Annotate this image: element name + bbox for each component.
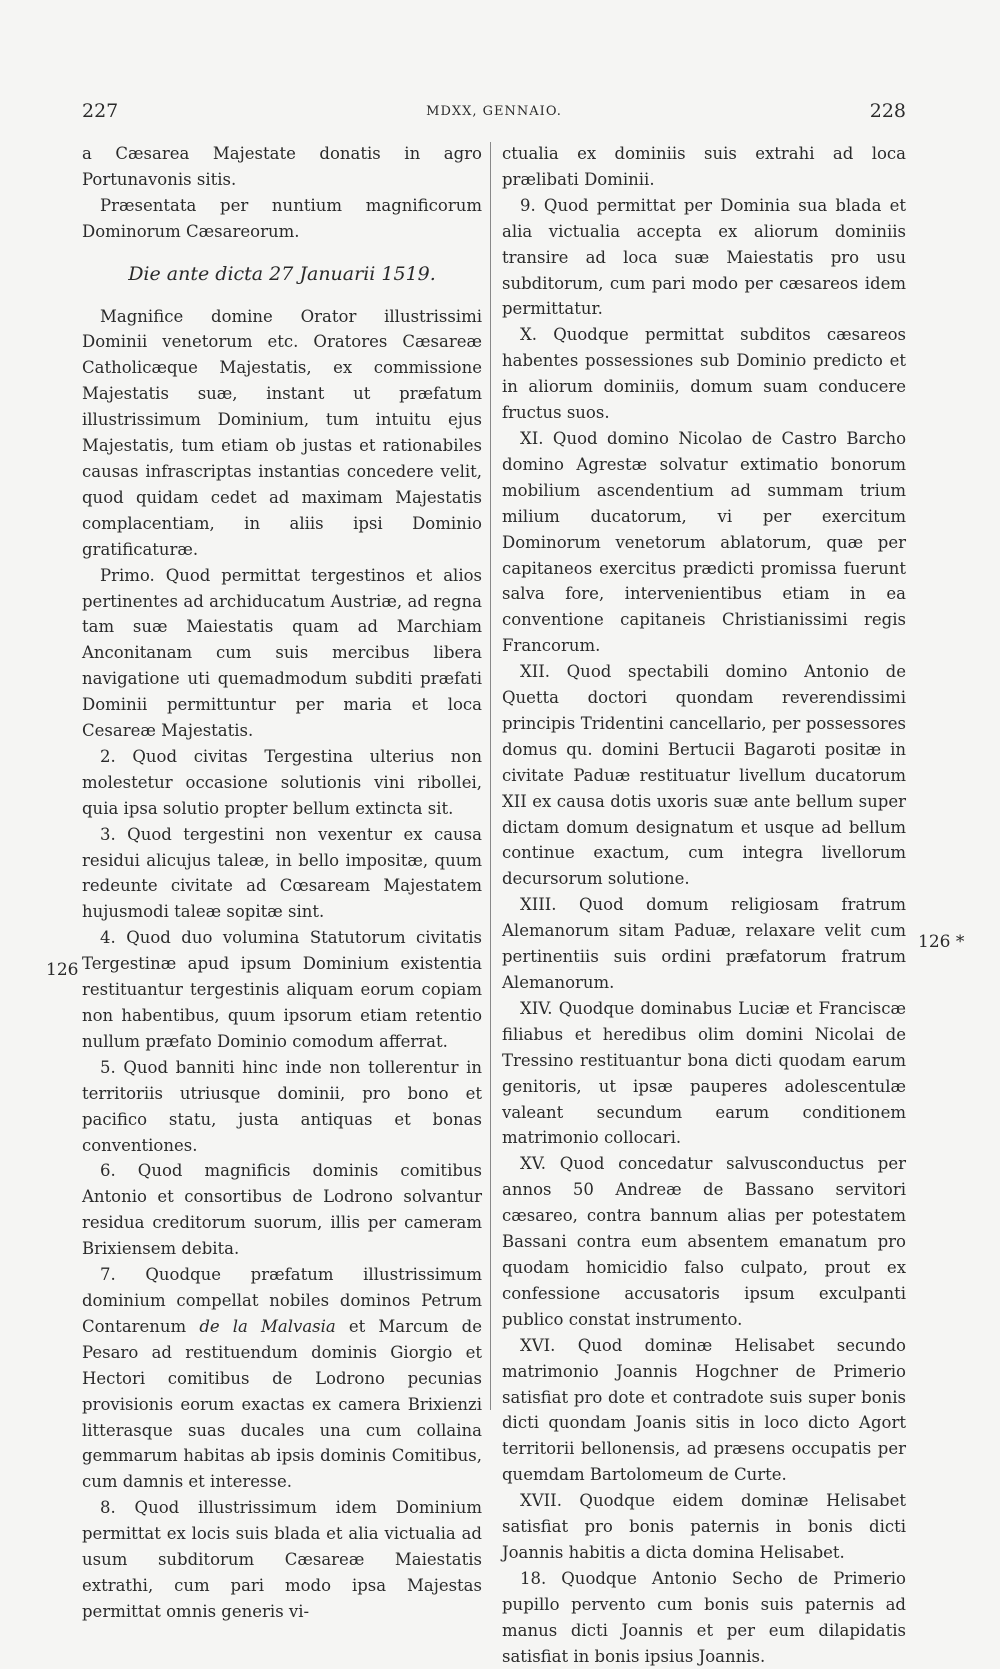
italic-place-name: de la Malvasia: [199, 1316, 336, 1336]
running-title: MDXX, GENNAIO.: [426, 104, 562, 119]
paragraph: XVI. Quod dominæ Helisabet secundo matrimonio Joannis Hogchner de Primerio satisfiat pro dote et contradote suis super bonis dicti quondam Joanis sitis in loco dicto Agort territorii bellonensis, ad præsens occupatis per quemdam Bartolomeum de Curte.: [502, 1335, 906, 1485]
paragraph: 8. Quod illustrissimum idem Dominium permittat ex locis suis blada et alia victualia ad usum subditorum Cæsareæ Maiestatis extrathi, cum pari modo ipsa Majestas permittat omnis generis vi-: [82, 1498, 482, 1621]
paragraph: Magnifice domine Orator illustrissimi Dominii venetorum etc. Oratores Cæsareæ Catholicæque Majestatis, ex commissione Majestatis suæ, instant ut præfatum illustrissimum Dominium, tum intuitu ejus Majestatis, tum etiam ob justas et rationabiles causas infrascriptas instantias concedere velit, quod quidam cedet ad maximam Majestatis complacentiam, in aliis ipsi Dominio gratificaturæ.: [82, 306, 482, 559]
right-column: [502, 141, 906, 1669]
paragraph: X. Quodque permittat subditos cæsareos habentes possessiones sub Dominio predicto et in aliorum dominiis, domum suam conducere fructus suos.: [502, 325, 906, 423]
paragraph: 5. Quod banniti hinc inde non tollerentur in territoriis utriusque dominii, pro bono et pacifico statu, justa antiquas et bonas conventiones.: [82, 1057, 482, 1155]
text-run: et Marcum de Pesaro ad restituendum dominis Giorgio et Hectori comitibus de Lodrono pecunias provisionis eorum exactas ex camera Brixienzi litterasque suas ducales una cum collaina gemmarum habitas ab ipsis dominis Comitibus, cum damnis et interesse.: [82, 1316, 482, 1492]
paragraph: XI. Quod domino Nicolao de Castro Barcho domino Agrestæ solvatur extimatio bonorum mobilium ascendentium ad summam trium milium ducatorum, vi per exercitum Dominorum venetorum ablatorum, quæ per capitaneos exercitus prædicti promissa fuerunt salva fore, intervenientibus etiam in ea conventione capitaneis Christianissimi regis Francorum.: [502, 428, 906, 656]
paragraph: 6. Quod magnificis dominis comitibus Antonio et consortibus de Lodrono solvantur residua creditorum suorum, illis per cameram Brixiensem debita.: [82, 1161, 482, 1259]
paragraph: 3. Quod tergestini non vexentur ex causa residui alicujus taleæ, in bello impositæ, quum redeunte civitate ad Cœsaream Majestatem hujusmodi taleæ sopitæ sint.: [82, 824, 482, 922]
paragraph: 9. Quod permittat per Dominia sua blada et alia victualia accepta ex aliorum dominiis transire ad loca suæ Maiestatis pro usu subditorum, cum pari modo per cæsareos idem permittatur.: [502, 195, 906, 319]
page-number-left: 227: [82, 100, 119, 122]
paragraph: 4. Quod duo volumina Statutorum civitatis Tergestinæ apud ipsum Dominium existentia restituantur tergestinis aliquam eorum copiam non habentibus, quum ipsorum etiam retentio nullum præfato Dominio comodum afferrat.: [82, 928, 482, 1051]
paragraph: XVII. Quodque eidem dominæ Helisabet satisfiat pro bonis paternis in bonis dicti Joannis habitis a dicta domina Helisabet.: [502, 1491, 906, 1562]
paragraph: 18. Quodque Antonio Secho de Primerio pupillo pervento cum bonis suis paternis ad manus dicti Joannis et per eum dilapidatis satisfiat in bonis ipsius Joannis.: [502, 1568, 906, 1666]
paragraph: XIII. Quod domum religiosam fratrum Alemanorum sitam Paduæ, relaxare velit cum pertinentiis suis ordini præfatorum fratrum Alemanorum.: [502, 895, 906, 992]
paragraph: a Cæsarea Majestate donatis in agro Portunavonis sitis.: [82, 144, 482, 189]
paragraph: XIV. Quodque dominabus Luciæ et Franciscæ filiabus et heredibus olim domini Nicolai de Tressino restituantur bona dicti quodam earum genitoris, ut ipsæ pauperes adolescentulæ valeant secundum earum conditionem matrimonio collocari.: [502, 998, 906, 1148]
paragraph: Præsentata per nuntium magnificorum Dominorum Cæsareorum.: [82, 195, 482, 241]
left-column: [82, 141, 482, 1625]
paragraph: [82, 1262, 482, 1495]
paragraph: 2. Quod civitas Tergestina ulterius non molestetur occasione solutionis vini ribollei, quia ipsa solutio propter bellum extincta sit.: [82, 746, 482, 818]
paragraph: XII. Quod spectabili domino Antonio de Quetta doctori quondam reverendissimi principis Tridentini cancellario, per possessores domus qu. domini Bertucii Bagaroti positæ in civitate Paduæ restituatur livellum ducatorum XII ex causa dotis uxoris suæ ante bellum super dictam domum designatum et usque ad bellum continue exactum, cum integra livellorum decursorum solutione.: [502, 662, 906, 889]
margin-number-right: 126 *: [918, 932, 965, 952]
date-heading: Die ante dicta 27 Januarii 1519.: [128, 262, 436, 285]
margin-number-left: 126: [46, 960, 79, 980]
column-divider: [490, 142, 491, 1410]
paragraph: XV. Quod concedatur salvusconductus per annos 50 Andreæ de Bassano servitori cæsareo, contra bannum alias per potestatem Bassani contra eum absentem emanatum pro quodam homicidio falso culpato, prout ex confessione accusatoris ipsum exculpanti publico constat instrumento.: [502, 1154, 906, 1329]
paragraph: Primo. Quod permittat tergestinos et alios pertinentes ad archiducatum Austriæ, ad regna tam suæ Maiestatis quam ad Marchiam Anconitanam cum suis mercibus libera navigatione uti quemadmodum subditi præfati Dominii permittuntur per maria et loca Cesareæ Majestatis.: [82, 565, 482, 741]
page-header: [82, 100, 906, 130]
text-run: 7. Quodque præfatum illustrissimum dominium compellat nobiles dominos Petrum Contarenum: [82, 1265, 482, 1336]
page-number-right: 228: [869, 100, 906, 122]
paragraph: ctualia ex dominiis suis extrahi ad loca prælibati Dominii.: [502, 144, 906, 189]
